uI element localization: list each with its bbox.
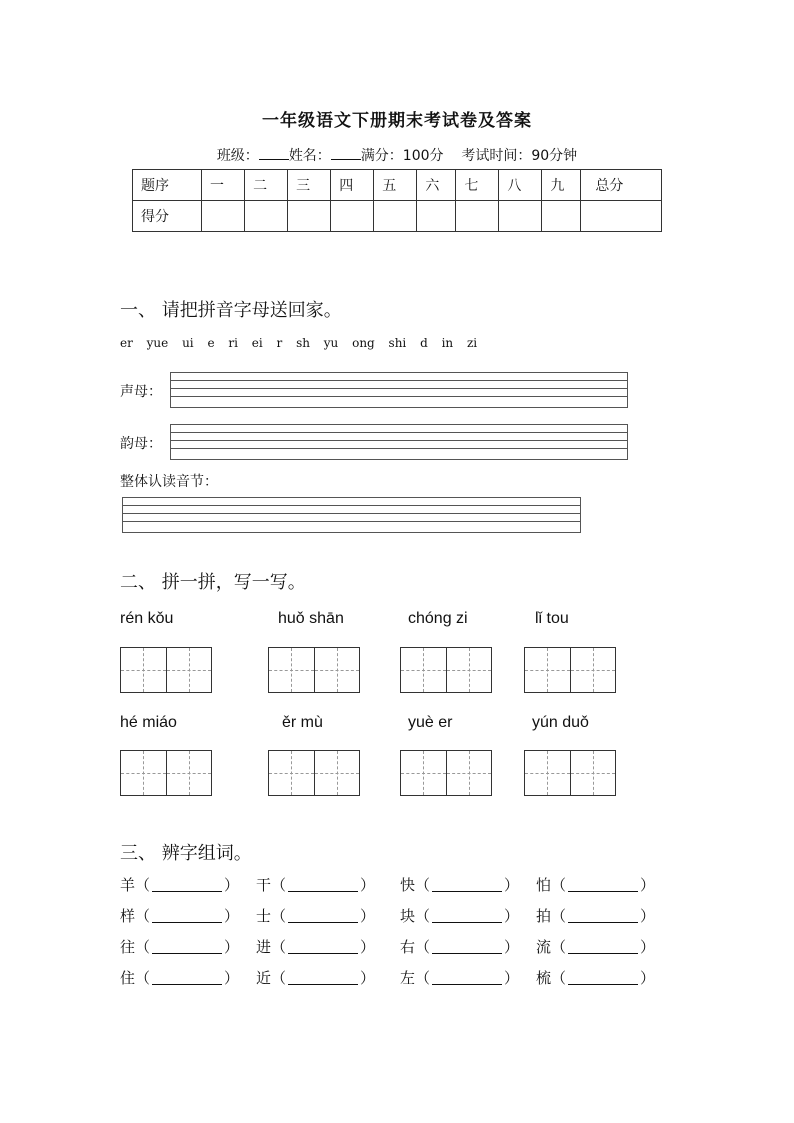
- exam-info: [0, 145, 794, 165]
- close-paren: ）: [504, 938, 520, 956]
- close-paren: ）: [224, 969, 240, 987]
- pinyin-word: huǒ shān: [278, 610, 344, 627]
- score-header-cell: 八: [499, 170, 542, 201]
- score-cell[interactable]: [581, 201, 662, 232]
- open-paren: （: [135, 938, 151, 956]
- word-char: 往: [120, 938, 136, 956]
- word-item: [536, 874, 655, 895]
- close-paren: ）: [504, 969, 520, 987]
- answer-blank[interactable]: [288, 908, 358, 923]
- open-paren: （: [135, 969, 151, 987]
- word-item: [400, 874, 519, 895]
- answer-blank[interactable]: [152, 970, 222, 985]
- score-header-cell: 六: [417, 170, 456, 201]
- answer-blank[interactable]: [432, 970, 502, 985]
- word-char: 怕: [536, 876, 552, 894]
- answer-blank[interactable]: [432, 877, 502, 892]
- pinyin-word: rén kǒu: [120, 610, 174, 627]
- close-paren: ）: [224, 938, 240, 956]
- word-char: 快: [400, 876, 416, 894]
- word-char: 块: [400, 907, 416, 925]
- score-table-score-row: [133, 201, 662, 232]
- close-paren: ）: [360, 907, 376, 925]
- answer-blank[interactable]: [152, 877, 222, 892]
- word-item: [400, 936, 519, 957]
- close-paren: ）: [360, 938, 376, 956]
- answer-blank[interactable]: [152, 908, 222, 923]
- tianzige-box[interactable]: [268, 750, 360, 796]
- pinyin-word: hé miáo: [120, 714, 177, 731]
- word-item: [536, 936, 655, 957]
- word-char: 右: [400, 938, 416, 956]
- score-header-cell: 四: [331, 170, 374, 201]
- pinyin-word: yuè er: [408, 714, 453, 731]
- tianzige-box[interactable]: [524, 647, 616, 693]
- close-paren: ）: [360, 876, 376, 894]
- open-paren: （: [415, 969, 431, 987]
- zhengti-writing-lines[interactable]: [122, 497, 581, 533]
- score-table-header-row: [133, 170, 662, 201]
- word-char: 进: [256, 938, 272, 956]
- word-char: 住: [120, 969, 136, 987]
- score-header-cell: 三: [288, 170, 331, 201]
- class-label: 班级：: [216, 148, 259, 164]
- full-score-label: 满分：100分: [360, 148, 444, 164]
- word-char: 近: [256, 969, 272, 987]
- section1-title: 一、 请把拼音字母送回家。: [120, 300, 342, 321]
- close-paren: ）: [640, 907, 656, 925]
- pinyin-word: yún duǒ: [532, 714, 589, 731]
- answer-blank[interactable]: [568, 908, 638, 923]
- answer-blank[interactable]: [432, 908, 502, 923]
- open-paren: （: [415, 938, 431, 956]
- word-item: [120, 967, 239, 988]
- exam-time-label: 考试时间：90分钟: [461, 148, 578, 164]
- close-paren: ）: [504, 907, 520, 925]
- answer-blank[interactable]: [568, 970, 638, 985]
- score-header-cell: 五: [374, 170, 417, 201]
- score-header-cell: 九: [542, 170, 581, 201]
- tianzige-box[interactable]: [400, 750, 492, 796]
- word-item: [256, 967, 375, 988]
- answer-blank[interactable]: [568, 939, 638, 954]
- tianzige-box[interactable]: [120, 647, 212, 693]
- class-blank[interactable]: [259, 145, 289, 160]
- word-item: [536, 967, 655, 988]
- answer-blank[interactable]: [288, 877, 358, 892]
- word-char: 拍: [536, 907, 552, 925]
- shengmu-label: 声母：: [120, 384, 162, 400]
- zhengti-label: 整体认读音节：: [120, 474, 218, 490]
- score-cell[interactable]: [331, 201, 374, 232]
- tianzige-box[interactable]: [120, 750, 212, 796]
- word-item: [256, 905, 375, 926]
- score-header-cell: 二: [245, 170, 288, 201]
- open-paren: （: [271, 907, 287, 925]
- yunmu-label: 韵母：: [120, 436, 162, 452]
- score-cell[interactable]: [374, 201, 417, 232]
- open-paren: （: [551, 907, 567, 925]
- pinyin-word: ěr mù: [282, 714, 323, 731]
- close-paren: ）: [640, 969, 656, 987]
- score-header-cell: 一: [202, 170, 245, 201]
- open-paren: （: [415, 876, 431, 894]
- word-char: 样: [120, 907, 136, 925]
- word-item: [120, 874, 239, 895]
- word-char: 流: [536, 938, 552, 956]
- open-paren: （: [551, 876, 567, 894]
- score-header-cell: 总分: [581, 170, 662, 201]
- word-item: [400, 967, 519, 988]
- open-paren: （: [551, 938, 567, 956]
- answer-blank[interactable]: [288, 970, 358, 985]
- score-table: [132, 169, 662, 232]
- close-paren: ）: [360, 969, 376, 987]
- section3-title: 三、 辨字组词。: [120, 843, 252, 864]
- score-cell[interactable]: [417, 201, 456, 232]
- yunmu-writing-lines[interactable]: [170, 424, 628, 460]
- word-item: [256, 874, 375, 895]
- pinyin-word: chóng zi: [408, 610, 468, 627]
- open-paren: （: [135, 876, 151, 894]
- close-paren: ）: [640, 938, 656, 956]
- tianzige-box[interactable]: [268, 647, 360, 693]
- shengmu-writing-lines[interactable]: [170, 372, 628, 408]
- word-item: [536, 905, 655, 926]
- word-char: 左: [400, 969, 416, 987]
- name-blank[interactable]: [331, 145, 361, 160]
- word-char: 梳: [536, 969, 552, 987]
- word-char: 羊: [120, 876, 136, 894]
- pinyin-letters: er yue ui e ri ei r sh yu ong shi d in zi: [120, 336, 478, 350]
- open-paren: （: [271, 969, 287, 987]
- page-title: 一年级语文下册期末考试卷及答案: [262, 111, 532, 131]
- open-paren: （: [135, 907, 151, 925]
- answer-blank[interactable]: [152, 939, 222, 954]
- word-item: [256, 936, 375, 957]
- tianzige-box[interactable]: [400, 647, 492, 693]
- answer-blank[interactable]: [432, 939, 502, 954]
- word-item: [120, 905, 239, 926]
- open-paren: （: [415, 907, 431, 925]
- open-paren: （: [551, 969, 567, 987]
- score-cell[interactable]: [499, 201, 542, 232]
- word-char: 士: [256, 907, 272, 925]
- score-cell[interactable]: [202, 201, 245, 232]
- score-cell[interactable]: [288, 201, 331, 232]
- open-paren: （: [271, 876, 287, 894]
- score-header-cell: 题序: [133, 170, 202, 201]
- score-cell[interactable]: [456, 201, 499, 232]
- pinyin-word: lǐ tou: [535, 610, 569, 627]
- answer-blank[interactable]: [288, 939, 358, 954]
- close-paren: ）: [224, 907, 240, 925]
- name-label: 姓名：: [288, 148, 331, 164]
- score-row-label: 得分: [133, 201, 202, 232]
- close-paren: ）: [504, 876, 520, 894]
- score-header-cell: 七: [456, 170, 499, 201]
- word-char: 干: [256, 876, 272, 894]
- score-cell[interactable]: [542, 201, 581, 232]
- score-cell[interactable]: [245, 201, 288, 232]
- close-paren: ）: [224, 876, 240, 894]
- open-paren: （: [271, 938, 287, 956]
- word-item: [120, 936, 239, 957]
- close-paren: ）: [640, 876, 656, 894]
- tianzige-box[interactable]: [524, 750, 616, 796]
- section2-title: 二、 拼一拼，写一写。: [120, 572, 306, 593]
- answer-blank[interactable]: [568, 877, 638, 892]
- word-item: [400, 905, 519, 926]
